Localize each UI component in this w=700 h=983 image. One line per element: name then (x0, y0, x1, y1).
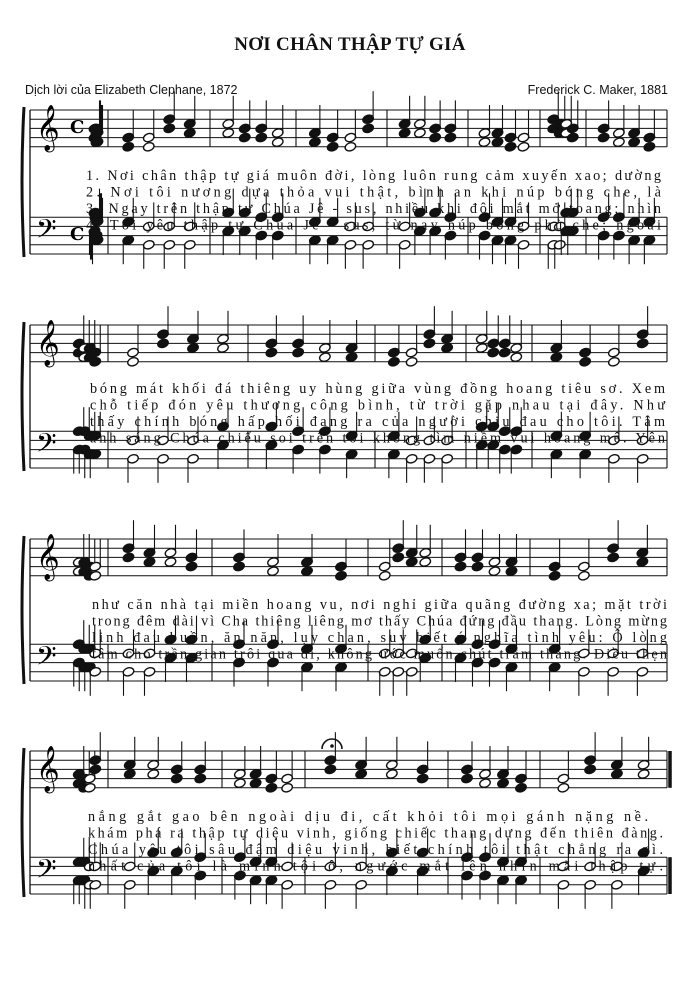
note-head (454, 561, 467, 572)
system-1 (22, 91, 667, 269)
note-head (143, 556, 156, 567)
note-head (281, 782, 294, 793)
note-head (607, 552, 620, 563)
note-head (335, 570, 348, 581)
lyric-line-2: trong đêm dài vì Cha thiêng liêng mơ thấy Chúa đứng đầu thang. Lòng mừng (92, 613, 668, 630)
time-signature: C (70, 117, 85, 138)
music-credit: Frederick C. Maker, 1881 (527, 83, 668, 97)
note-head (217, 342, 230, 353)
note-head (423, 338, 436, 349)
bass-clef: 𝄢 (36, 853, 57, 892)
note-head (429, 132, 442, 143)
note-head (515, 782, 528, 793)
note-head (498, 347, 511, 358)
note-head (385, 768, 398, 779)
note-head (510, 352, 523, 363)
note-head (487, 347, 500, 358)
lyric-line-2: 2. Nơi tôi nương dựa thỏa vui thật, bình an khi núp bóng che, là (86, 184, 661, 201)
note-head (255, 132, 268, 143)
note-head (636, 338, 649, 349)
note-head (238, 132, 251, 143)
note-head (636, 556, 649, 567)
note-head (478, 137, 491, 148)
note-head (419, 556, 432, 567)
lyric-line-1: 1. Nơi chân thập tự giá muôn đời, lòng luôn rung cảm xuyến xao; dường (86, 168, 661, 184)
note-head (416, 773, 429, 784)
note-head (326, 141, 339, 152)
note-head (579, 356, 592, 367)
note-head (170, 773, 183, 784)
note-head (548, 570, 561, 581)
treble-staff (30, 751, 667, 788)
note-head (517, 141, 530, 152)
lyric-line-4: tâm cho trần gian trôi qua đi, không ước muốn chút trầm thăng. Điều thẹn (92, 646, 667, 663)
treble-clef: 𝄞 (36, 746, 60, 792)
note-head (577, 570, 590, 581)
note-head (497, 778, 510, 789)
note-head (301, 566, 314, 577)
note-head (584, 764, 597, 775)
note-head (607, 356, 620, 367)
lyric-line-3: linh đau buồn, ăn năn, lụy chan, suy biết ý nghĩa tình yêu: Ô lòng (92, 630, 667, 646)
lyric-line-4: ánh sáng Chúa chiếu soi trên tôi không tìm niềm vui hoang mê. Yên (90, 430, 665, 447)
note-head (413, 127, 426, 138)
note-head (392, 552, 405, 563)
note-head (405, 356, 418, 367)
treble-clef: 𝄞 (36, 534, 60, 580)
system-brace (22, 536, 24, 684)
note-head (557, 782, 570, 793)
note-head (488, 566, 501, 577)
note-head (504, 141, 517, 152)
treble-clef: 𝄞 (36, 320, 60, 366)
note-head (550, 352, 563, 363)
note-head (271, 137, 284, 148)
lyric-line-1: như căn nhà tại miền hoang vu, nơi nghỉ giữa quãng đường xa; mặt trời (92, 597, 667, 613)
note-head (89, 764, 102, 775)
fermata-icon (322, 739, 342, 749)
note-head (387, 356, 400, 367)
lyric-line-3: thấy chính bóng hấp hối đang ra của người chịu đau cho tôi. Tâm (90, 414, 665, 430)
note-head (324, 764, 337, 775)
note-head (405, 556, 418, 567)
note-head (267, 566, 280, 577)
note-head (163, 123, 176, 134)
note-head (643, 141, 656, 152)
bass-clef: 𝄢 (36, 213, 57, 252)
note-head (164, 556, 177, 567)
note-head (122, 552, 135, 563)
note-head (249, 778, 262, 789)
note-head (491, 137, 504, 148)
lyric-line-2: khám phá ra thập tự diệu vinh, giống chiếc thang dựng đến thiên đàng. (88, 825, 663, 842)
note-head (441, 342, 454, 353)
note-head (479, 778, 492, 789)
lyric-line-1: nắng gắt gao bên ngoài dịu đi, cất khỏi tôi mọi gánh nặng nề. (88, 809, 648, 825)
note-head (185, 561, 198, 572)
note-head (471, 561, 484, 572)
note-head (344, 141, 357, 152)
treble-clef: 𝄞 (36, 105, 60, 151)
note-head (597, 132, 610, 143)
note-head (444, 132, 457, 143)
note-head (194, 773, 207, 784)
note-head (345, 352, 358, 363)
note-head (127, 356, 140, 367)
lyric-line-4: 4. Tôi yêu thập tự Chúa Jê - sus, từ nay núp bóng phủ che; ngoài (86, 217, 661, 234)
note-head (187, 342, 200, 353)
bass-clef: 𝄢 (36, 427, 57, 466)
time-signature: C (70, 224, 85, 246)
note-head (122, 141, 135, 152)
note-head (147, 768, 160, 779)
note-head (610, 768, 623, 779)
note-head (318, 352, 331, 363)
lyric-line-3: 3. Ngay trên thập tự Chúa Jê - sus, nhiều khi đôi mắt mở toang; nhìn (86, 201, 661, 217)
system-2 (22, 306, 667, 483)
note-head (233, 561, 246, 572)
system-4 (22, 732, 670, 909)
system-brace (22, 107, 24, 257)
lyric-line-4: nhất của tôi là mình tội ô, ngước mắt lên nhìn mãi thập tự. (88, 858, 663, 875)
note-head (628, 137, 641, 148)
note-head (123, 768, 136, 779)
system-3 (22, 520, 667, 696)
note-head (233, 778, 246, 789)
note-head (265, 782, 278, 793)
note-head (612, 137, 625, 148)
note-head (183, 127, 196, 138)
note-head (461, 773, 474, 784)
hymn-title: NƠI CHÂN THẬP TỰ GIÁ (234, 34, 466, 55)
note-head (292, 347, 305, 358)
lyric-line-3: Chúa yêu tôi sâu đậm diệu vinh, biết chính tôi thật chẳng ra gì. (88, 842, 664, 858)
bass-clef: 𝄢 (36, 640, 57, 679)
lyric-line-1: bóng mát khối đá thiêng uy hùng giữa vùng đồng hoang tiêu sơ. Xem (90, 381, 665, 397)
note-head (355, 768, 368, 779)
system-brace (22, 748, 24, 897)
note-head (505, 566, 518, 577)
note-head (222, 127, 235, 138)
system-brace (22, 322, 24, 471)
lyrics-credit: Dịch lời của Elizabeth Clephane, 1872 (25, 83, 238, 97)
note-head (378, 570, 391, 581)
note-head (142, 141, 155, 152)
note-head (475, 342, 488, 353)
note-head (308, 137, 321, 148)
lyric-line-2: chỗ tiếp đón yêu thương công bình, từ trời gặp nhau tại đây. Như (90, 397, 665, 414)
note-head (157, 338, 170, 349)
note-head (398, 127, 411, 138)
note-head (637, 768, 650, 779)
note-head (265, 347, 278, 358)
note-head (362, 123, 375, 134)
